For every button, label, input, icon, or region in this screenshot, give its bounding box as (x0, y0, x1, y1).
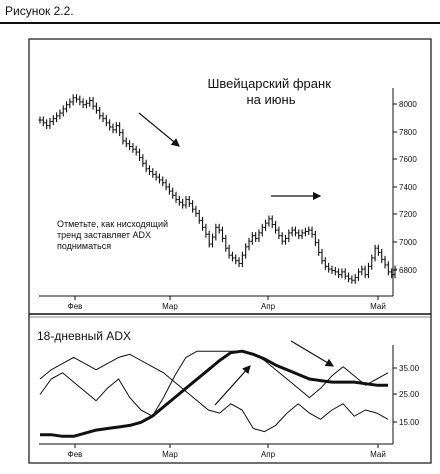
figure-label: Рисунок 2.2. (5, 4, 74, 18)
price-bar (98, 107, 101, 120)
price-bar (171, 188, 174, 199)
price-bar (42, 117, 45, 127)
price-bar (261, 224, 264, 237)
adx-line (40, 351, 388, 436)
price-bar (95, 103, 98, 114)
price-bar (58, 110, 61, 120)
y-tick-label: 25.00 (399, 390, 420, 399)
y-tick-label: 6800 (399, 266, 417, 275)
price-bar (254, 232, 257, 242)
price-bars (38, 94, 396, 283)
price-bar (320, 249, 323, 264)
price-bar (38, 117, 41, 124)
price-bar (297, 229, 300, 239)
x-tick-label: Апр (260, 450, 276, 459)
x-tick-label: Мар (162, 302, 178, 311)
price-bar (85, 100, 88, 108)
price-bar (48, 118, 51, 129)
price-bar (373, 245, 376, 262)
price-bar (237, 257, 240, 267)
price-bar (241, 252, 244, 267)
price-bar (208, 231, 211, 248)
price-bar (82, 98, 85, 108)
price-bar (247, 238, 250, 251)
price-bar (294, 227, 297, 237)
price-bar (78, 96, 81, 106)
price-bar (168, 183, 171, 194)
downtrend-arrow (139, 113, 179, 146)
price-bar (52, 115, 55, 125)
x-tick-label: Апр (260, 302, 276, 311)
price-bar (337, 268, 340, 278)
price-bar (317, 239, 320, 256)
price-bar (271, 215, 274, 228)
price-bar (68, 98, 71, 108)
price-bar (138, 149, 141, 162)
price-bar (234, 254, 237, 264)
price-annotation (57, 219, 171, 251)
price-y-ticks (393, 100, 417, 275)
price-annotation-line: Отметьте, как нисходящий (57, 219, 169, 229)
price-bar (158, 174, 161, 184)
price-bar (228, 245, 231, 259)
price-bar (340, 268, 343, 278)
price-bar (264, 220, 267, 231)
price-chart-title-line: на июнь (246, 92, 296, 107)
price-bar (108, 119, 111, 130)
price-bar (370, 254, 373, 269)
price-bar (387, 261, 390, 275)
price-bar (141, 154, 144, 167)
price-bar (211, 234, 214, 248)
price-bar (72, 94, 75, 105)
price-bar (121, 129, 124, 144)
price-bar (324, 257, 327, 270)
price-bar (174, 192, 177, 203)
price-bar (347, 273, 350, 283)
price-bar (357, 268, 360, 281)
price-bar (75, 94, 78, 102)
price-bar (218, 224, 221, 234)
price-chart-title (207, 76, 334, 107)
y-tick-label: 7000 (399, 238, 417, 247)
price-bar (178, 196, 181, 206)
price-bar (367, 263, 370, 278)
price-bar (380, 249, 383, 263)
price-bar (274, 221, 277, 234)
price-bar (128, 140, 131, 150)
price-bar (231, 252, 234, 262)
price-bar (244, 243, 247, 258)
price-bar (354, 274, 357, 284)
y-tick-label: 7800 (399, 128, 417, 137)
price-bar (191, 200, 194, 213)
x-tick-label: Фев (67, 450, 83, 459)
adx-y-ticks (393, 364, 420, 427)
price-bar (118, 122, 121, 136)
price-bar (155, 171, 158, 181)
price-bar (55, 112, 58, 122)
x-tick-label: Май (370, 450, 386, 459)
price-bar (267, 215, 270, 226)
y-tick-label: 7400 (399, 183, 417, 192)
price-bar (214, 224, 217, 241)
price-bar (105, 115, 108, 126)
price-bar (377, 245, 380, 256)
adx-lines (40, 351, 388, 436)
price-bar (307, 227, 310, 235)
adx-fall-arrow (291, 341, 333, 366)
price-bar (224, 235, 227, 252)
price-bar (327, 263, 330, 273)
price-bar (145, 160, 148, 173)
price-bar (281, 232, 284, 245)
price-bar (188, 196, 191, 207)
price-bar (62, 105, 65, 116)
price-chart-title-line: Швейцарский франк (207, 76, 331, 91)
price-bar (125, 137, 128, 147)
indicator-line (40, 351, 388, 416)
price-bar (287, 229, 290, 242)
adx-chart-title: 18-дневный ADX (37, 329, 131, 343)
price-x-ticks (68, 296, 386, 311)
price-bar (393, 266, 396, 279)
price-bar (350, 275, 353, 283)
price-bar (383, 256, 386, 269)
x-tick-label: Май (370, 302, 386, 311)
price-bar (101, 112, 104, 122)
price-bar (277, 227, 280, 240)
price-bar (314, 231, 317, 246)
x-tick-label: Фев (67, 302, 83, 311)
price-bar (334, 267, 337, 275)
price-bar (291, 227, 294, 237)
price-bar (131, 143, 134, 153)
price-bar (164, 179, 167, 190)
y-tick-label: 7200 (399, 210, 417, 219)
y-tick-label: 8000 (399, 100, 417, 109)
price-bar (251, 232, 254, 245)
price-bar (330, 266, 333, 274)
price-bar (301, 229, 304, 239)
y-tick-label: 15.00 (399, 418, 420, 427)
price-bar (65, 101, 68, 112)
price-bar (364, 266, 367, 279)
x-tick-label: Мар (162, 450, 178, 459)
price-bar (204, 224, 207, 238)
price-bar (181, 199, 184, 209)
adx-rise-arrow (215, 366, 250, 405)
price-bar (221, 227, 224, 242)
price-bar (310, 227, 313, 238)
price-bar (360, 266, 363, 276)
price-bar (148, 165, 151, 175)
price-bar (88, 97, 91, 107)
price-bar (91, 97, 94, 110)
y-tick-label: 7600 (399, 155, 417, 164)
y-tick-label: 35.00 (399, 364, 420, 373)
price-bar (184, 196, 187, 209)
price-bar (194, 206, 197, 217)
price-bar (111, 124, 114, 134)
price-bar (198, 210, 201, 224)
price-bar (115, 122, 118, 133)
price-bar (344, 268, 347, 279)
price-bar (304, 228, 307, 236)
price-bar (135, 146, 138, 156)
price-bar (161, 176, 164, 186)
price-bar (257, 229, 260, 242)
price-bar (201, 217, 204, 231)
price-bar (151, 168, 154, 178)
price-bar (284, 235, 287, 245)
price-annotation-line: подниматься (57, 241, 112, 251)
adx-x-ticks (68, 444, 386, 459)
price-annotation-line: тренд заставляет ADX (57, 230, 152, 240)
price-bar (45, 119, 48, 129)
